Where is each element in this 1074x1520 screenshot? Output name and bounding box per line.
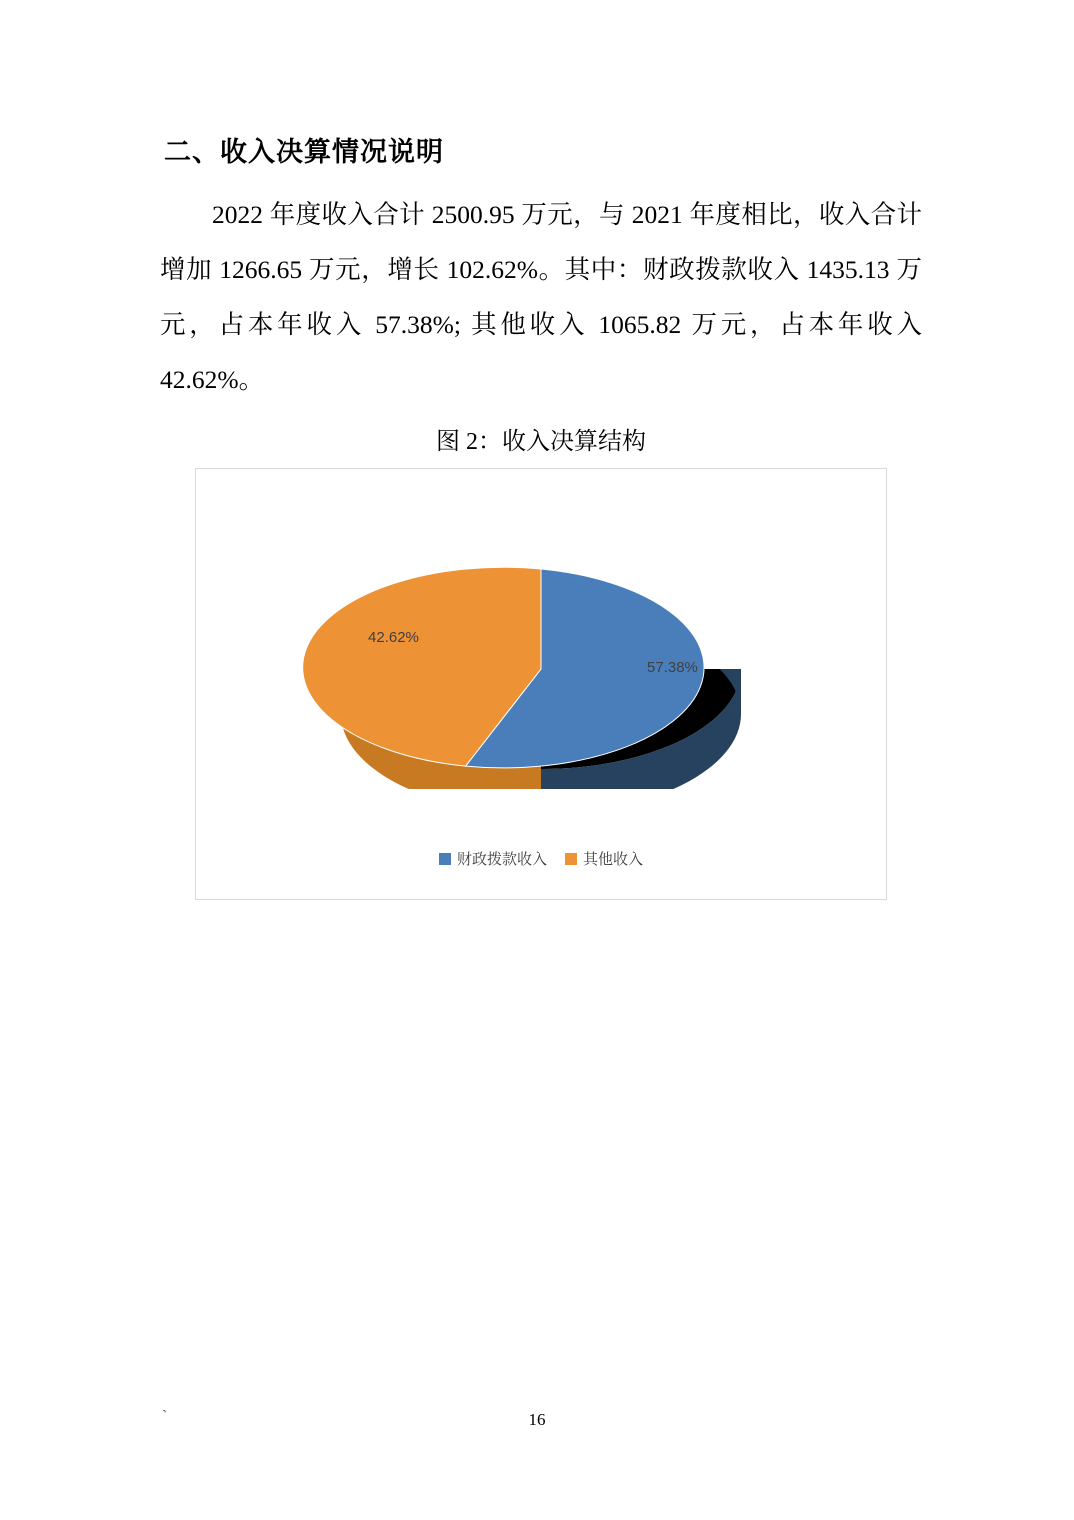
legend-label-fiscal: 财政拨款收入 [456, 851, 547, 868]
pie-label-fiscal: 57.38% [647, 659, 698, 676]
section-heading: 二、收入决算情况说明 [164, 137, 444, 167]
page-footer [0, 1408, 1074, 1432]
page-number: 16 [528, 1410, 546, 1429]
legend-item-other [565, 848, 643, 869]
figure-caption: 图 2：收入决算结构 [436, 429, 646, 455]
body-paragraph: 2022 年度收入合计 2500.95 万元，与 2021 年度相比，收入合计增加 1266.65 万元，增长 102.62%。其中：财政拨款收入 1435.13 万元，占本年收入 57.38%; 其他收入 1065.82 万元，占本年收入 42.62%。 [160, 200, 922, 394]
legend-swatch-fiscal [439, 853, 451, 865]
pie-label-other: 42.62% [368, 629, 419, 646]
page-content [160, 130, 922, 900]
income-structure-pie-chart [195, 468, 887, 900]
legend-swatch-other [565, 853, 577, 865]
legend-item-fiscal [439, 848, 547, 869]
pie-chart-svg [196, 469, 886, 899]
chart-legend [196, 848, 886, 869]
footer-mark: ` [162, 1408, 168, 1425]
legend-label-other: 其他收入 [583, 851, 644, 868]
